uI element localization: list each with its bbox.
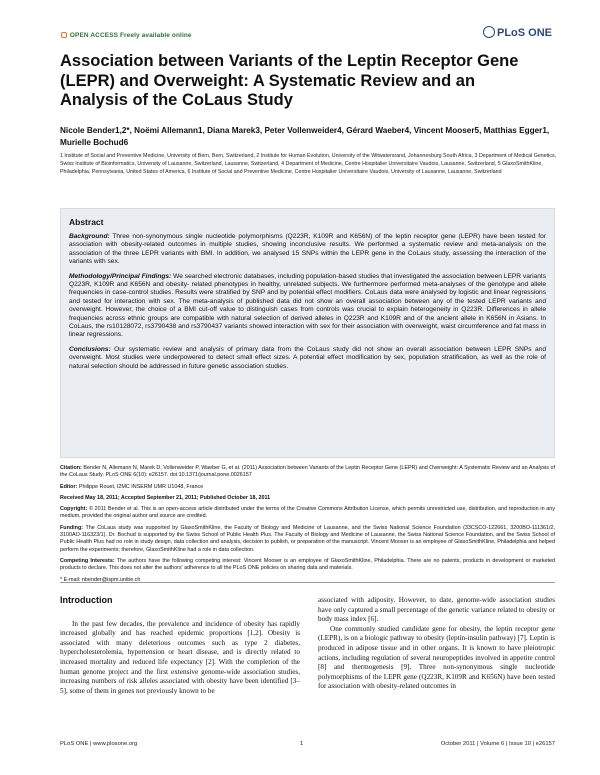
copyright-text: © 2011 Bender et al. This is an open-access article distributed under the terms of the Creative Commons Attribution License, which permits unrestricted use, distribution, and reproduction in any medium, provided the original author and source are credited.	[60, 506, 555, 520]
body-column-right	[318, 596, 555, 692]
journal-name: PLoS ONE	[496, 27, 552, 39]
article-metadata	[60, 465, 555, 588]
open-access-lock-icon	[61, 32, 67, 38]
footer-issue: October 2011 | Volume 6 | Issue 10 | e26157	[440, 741, 555, 747]
citation-label: Citation:	[60, 465, 82, 471]
metadata-divider	[60, 582, 555, 583]
abstract-box	[60, 208, 555, 458]
top-bar	[60, 26, 552, 46]
citation-text: Bender N, Allemann N, Marek D, Vollenweider P, Waeber G, et al. (2011) Association between Variants of the Leptin Receptor Gene (LEPR) and Overweight: A Systematic Review and an Analysis of the CoLaus Study. PLoS ONE 6(10): e26157. doi:10.1371/journal.pone.0026157	[60, 465, 555, 479]
conclusions-text: Our systematic review and analysis of primary data from the CoLaus study did not show an overall association between LEPR SNPs and overweight. Most studies were underpowered to detect small effect sizes. A potential effect modification by sex, population stratification, as well as the role of natural selection should be addressed in future genetic association studies.	[69, 345, 546, 370]
funding-text: The CoLaus study was supported by GlaxoSmithKline, the Faculty of Biology and Medicine of Lausanne, and the Swiss National Science Foundation (33CSCO-122661, 3200BO-111361/2, 3100AO-116323/1). Dr. Bochud is supported by the Swiss School of Public Health Plus. The Faculty of Biology and Medicine of Lausanne, the Swiss National Science Foundation, and the Swiss School of Public Health Plus had no role in study design, data collection and analysis, decision to publish, or preparation of the manuscript. Vincent Mooser is an employee of GlaxoSmithKline, Philadelphia and helped perform the experiments; therefore, GlaxoSmithKline had a role in data collection.	[60, 524, 555, 553]
intro-paragraph-2: One commonly studied candidate gene for obesity, the leptin receptor gene (LEPR), is on a biologic pathway to obesity (leptin-insulin pathway) [7]. Leptin is produced in adipose tissue and in other organs. It is known to have pleiotropic actions, including regulation of several neuropeptides involved in appetite control [8] and thermogenesis [9]. Three non-synonymous single nucleotide polymorphisms of the LEPR gene (Q223R, K109R and K656N) have been tested for association with obesity-related outcomes in	[318, 624, 555, 691]
abstract-conclusions	[69, 346, 546, 371]
abstract-methods	[69, 273, 546, 340]
affiliations: 1 Institute of Social and Preventive Medicine, University of Bern, Bern, Switzerland, 2 Institute for Human Evolution, University of the Witwatersrand, Johannesburg South Africa, 3 Department of Medical Genetics, Swiss Institute of Bioinformatics, University of Lausanne, Switzerland, Lausanne, Switzerland, 4 Department of Medicine, Centre Hospitalier Universitaire Vaudois, Lausanne, Switzerland, 5 GlaxoSmithKline, Philadelphia, Pennsylvania, United States of America, 6 Institute of Social and Preventive Medicine, Centre Hospitalier Universitaire Vaudois, University of Lausanne, Lausanne, Switzerland	[60, 153, 557, 175]
competing-text: The authors have the following competing interest: Vincent Mooser is an employee of GlaxoSmithKline, Philadelphia. There are no patents, products in development or marketed products to declare. This does not alter the authors' adherence to all the PLoS ONE policies on sharing data and materials.	[60, 557, 555, 572]
abstract-heading: Abstract	[69, 217, 104, 227]
open-access-label: OPEN ACCESS Freely available online	[69, 32, 192, 39]
intro-paragraph-1-cont: associated with adiposity. However, to date, genome-wide association studies have only captured a small percentage of the genetic variance related to obesity or body mass index [6].	[318, 596, 555, 624]
conclusions-label: Conclusions:	[69, 345, 111, 353]
methods-label: Methodology/Principal Findings:	[69, 272, 172, 280]
funding-label: Funding:	[60, 524, 84, 531]
editor-text: Philippe Rouet, I2MC INSERM UMR U1048, France	[77, 483, 204, 490]
competing-interests	[60, 558, 555, 573]
author-list: Nicole Bender1,2*, Noëmi Allemann1, Diana Marek3, Peter Vollenweider4, Gérard Waeber4, Vincent Mooser5, Matthias Egger1, Murielle Bochud6	[60, 126, 550, 147]
citation	[60, 465, 555, 480]
plos-logo-icon	[483, 26, 495, 38]
corresponding-email[interactable]: * E-mail: nbender@ispm.unibe.ch	[60, 576, 141, 583]
background-text: Three non-synonymous single nucleotide polymorphisms (Q223R, K109R and K656N) of the leptin receptor gene (LEPR) have been tested for association with obesity-related outcomes in multiple studies, showing inconclusive results. We performed a systematic review and meta-analysis on the association of the three LEPR variants with BMI. In addition, we analysed 15 SNPs within the LEPR gene in the CoLaus study, assessing the interaction of the variants with sex.	[69, 233, 546, 266]
editor-label: Editor:	[60, 483, 78, 490]
copyright	[60, 506, 555, 521]
competing-label: Competing Interests:	[60, 557, 115, 564]
intro-paragraph-1: In the past few decades, the prevalence and incidence of obesity has rapidly increased globally and has reached epidemic proportions [1,2]. Obesity is associated with many deleterious outcomes such as type 2 diabetes, hypercholesterolemia, hypertension or heart disease, and is directly related to increased mortality and reduced life expectancy [2]. With the completion of the human genome project and the first extensive genome-wide association studies, increasing numbers of risk alleles associated with obesity have been identified [3–5], some of them in genes not previously known to be	[60, 619, 300, 695]
background-label: Background:	[69, 233, 110, 240]
methods-text: We searched electronic databases, including population-based studies that investigated the association between LEPR variants Q223R, K109R and K656N and obesity- related phenotypes in healthy, unrelated subjects. We furthermore performed meta-analyses of the genotype and allele frequencies in case-control studies. Results were stratified by SNP and by potential effect modifiers. CoLaus data were analysed by logistic and linear regressions and tested for interaction with sex. The meta-analysis of published data did not show an overall association between any of the tested LEPR variants and overweight. However, the choice of a BMI cut-off value to distinguish cases from controls was crucial to explain heterogeneity in Q223R. Differences in allele frequencies across ethnic groups are compatible with natural selection of derived alleles in Q223R and K109R and of the ancient allele in K656N in Asians. In CoLaus, the rs10128072, rs3790438 and rs3790437 variants showed interaction with sex for their association with overweight, waist circumference and fat mass in linear regressions.	[69, 272, 546, 339]
introduction-heading: Introduction	[60, 595, 113, 605]
journal-logo	[483, 26, 552, 39]
dates: Received May 18, 2011; Accepted September 21, 2011; Published October 18, 2011	[60, 494, 271, 501]
copyright-label: Copyright:	[60, 506, 88, 513]
page-number: 1	[300, 741, 304, 747]
body-column-left	[60, 596, 300, 696]
editor	[60, 484, 555, 491]
open-access-banner	[60, 32, 192, 39]
paper-title: Association between Variants of the Leptin Receptor Gene (LEPR) and Overweight: A Systematic Review and an Analysis of the CoLaus Study	[60, 52, 519, 109]
footer-journal: PLoS ONE | www.plosone.org	[60, 741, 138, 747]
abstract-background	[69, 233, 546, 267]
funding	[60, 525, 555, 554]
